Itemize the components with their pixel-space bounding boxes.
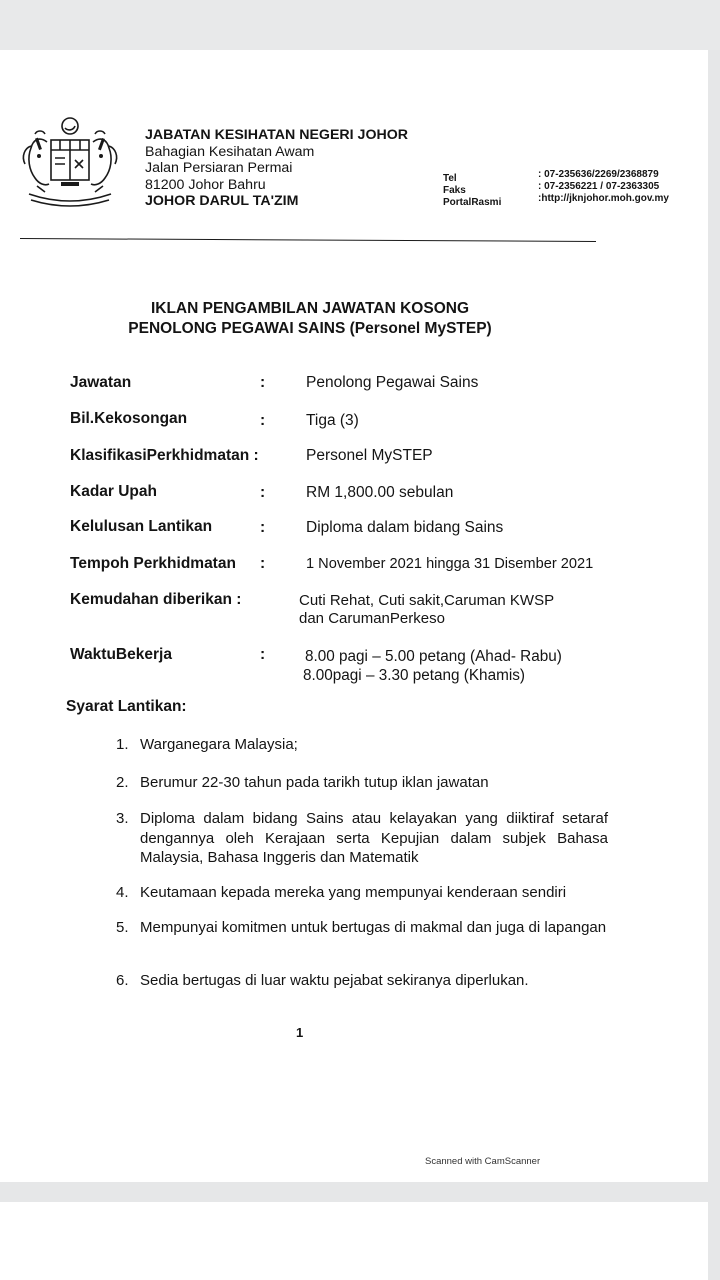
tel-label: Tel	[443, 173, 457, 184]
field-colon: :	[260, 646, 266, 663]
viewer-top-bar	[0, 0, 720, 50]
list-item-number: 2.	[116, 774, 129, 791]
kemudahan-line: Cuti Rehat, Cuti sakit,Caruman KWSP	[299, 592, 555, 609]
list-item-number: 4.	[116, 884, 129, 901]
fax-value: : 07-2356221 / 07-2363305	[538, 181, 660, 192]
field-label-klasifikasi: KlasifikasiPerkhidmatan :	[70, 447, 259, 464]
org-street: Jalan Persiaran Permai	[145, 160, 293, 177]
portal-label: PortalRasmi	[443, 197, 502, 208]
field-label-waktu: WaktuBekerja	[70, 646, 172, 663]
field-value-kekosongan: Tiga (3)	[306, 412, 359, 429]
field-value-tempoh: 1 November 2021 hingga 31 Disember 2021	[306, 556, 594, 572]
ad-title: IKLAN PENGAMBILAN JAWATAN KOSONG	[150, 300, 470, 317]
next-document-page	[0, 1202, 708, 1280]
list-item-number: 6.	[116, 972, 129, 989]
list-item-number: 5.	[116, 919, 129, 936]
field-colon: :	[260, 555, 266, 572]
contact-labels	[443, 173, 501, 209]
coat-of-arms-icon	[17, 116, 123, 208]
kemudahan-line: dan CarumanPerkeso	[299, 610, 445, 627]
field-value-waktu	[305, 648, 562, 685]
list-item-text: Berumur 22-30 tahun pada tarikh tutup iklan jawatan	[140, 774, 489, 791]
waktu-line: 8.00pagi – 3.30 petang (Khamis)	[303, 666, 525, 684]
field-label-jawatan: Jawatan	[70, 374, 132, 391]
list-item-text: Diploma dalam bidang Sains atau kelayakan yang diiktiraf setaraf dengannya oleh Kerajaan serta Kepujian dalam subjek Bahasa Malaysia, Bahasa Inggeris dan Matematik	[140, 810, 608, 866]
field-value-klasifikasi: Personel MySTEP	[306, 447, 433, 464]
field-label-kekosongan: Bil.Kekosongan	[70, 410, 188, 427]
field-value-kelulusan: Diploma dalam bidang Sains	[306, 519, 504, 536]
list-item-text: Keutamaan kepada mereka yang mempunyai kenderaan sendiri	[140, 884, 567, 901]
portal-value: :http://jknjohor.moh.gov.my	[538, 193, 669, 204]
contact-values	[538, 169, 669, 205]
list-item-text: Sedia bertugas di luar waktu pejabat sekiranya diperlukan.	[140, 972, 529, 989]
field-value-kemudahan	[299, 592, 554, 628]
organization-address	[145, 127, 408, 210]
scanner-watermark: Scanned with CamScanner	[425, 1156, 541, 1167]
org-state: JOHOR DARUL TA'ZIM	[145, 193, 299, 210]
field-value-kadar-upah: RM 1,800.00 sebulan	[306, 484, 454, 501]
ad-subtitle: PENOLONG PEGAWAI SAINS (Personel MySTEP)	[128, 320, 492, 337]
list-item-text: Mempunyai komitmen untuk bertugas di makmal dan juga di lapangan	[140, 919, 607, 936]
org-postcode: 81200 Johor Bahru	[145, 176, 266, 193]
requirements-heading: Syarat Lantikan:	[66, 698, 187, 715]
field-label-kelulusan: Kelulusan Lantikan	[70, 518, 213, 535]
fax-label: Faks	[443, 185, 466, 196]
field-value-jawatan: Penolong Pegawai Sains	[306, 374, 479, 391]
page-number: 1	[296, 1025, 304, 1040]
org-name: JABATAN KESIHATAN NEGERI JOHOR	[145, 127, 409, 143]
field-colon: :	[260, 374, 266, 391]
field-colon: :	[260, 519, 266, 536]
org-division: Bahagian Kesihatan Awam	[145, 143, 315, 160]
field-label-kemudahan: Kemudahan diberikan :	[70, 591, 242, 608]
field-colon: :	[260, 484, 266, 501]
list-item-text: Warganegara Malaysia;	[140, 736, 298, 753]
field-colon: :	[260, 412, 266, 429]
list-item-number: 3.	[116, 810, 129, 827]
list-item-number: 1.	[116, 736, 129, 753]
tel-value: : 07-235636/2269/2368879	[538, 169, 659, 180]
field-label-tempoh: Tempoh Perkhidmatan	[70, 555, 236, 572]
field-label-kadar-upah: Kadar Upah	[70, 483, 157, 500]
waktu-line: 8.00 pagi – 5.00 petang (Ahad- Rabu)	[305, 648, 562, 665]
